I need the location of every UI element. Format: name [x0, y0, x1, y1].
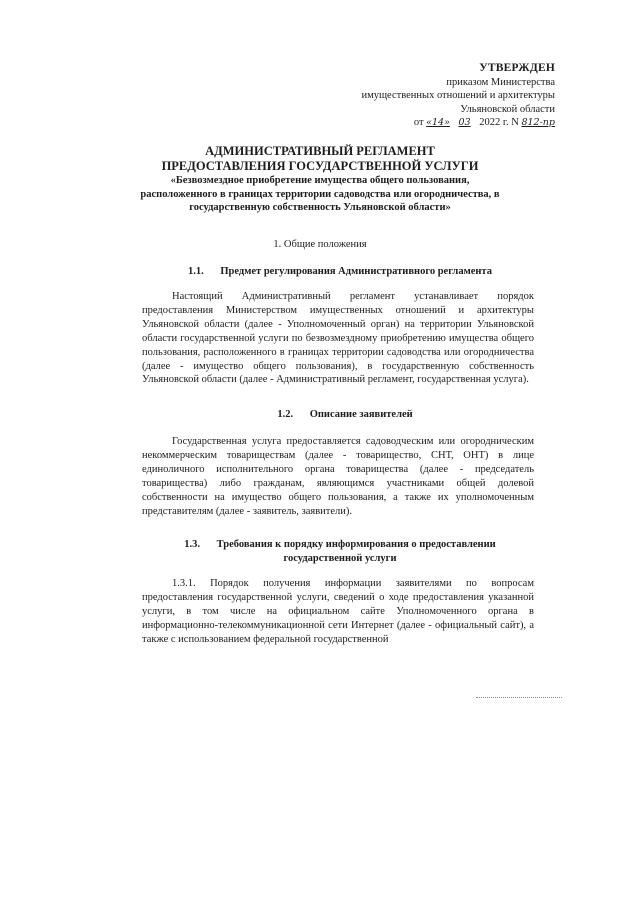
order-number: 812-пр — [521, 117, 555, 128]
number-prefix: N — [511, 117, 519, 128]
subsection-title: Требования к порядку информирования о предоставлении — [216, 539, 496, 550]
paragraph: Государственная услуга предоставляется садоводческим или огородническим некоммерческим товариществам (далее - товарищество, СНТ, ОНТ) в лице единоличного исполнительного органа товарищества (далее - председатель товарищества) либо гражданам, являющимся участниками общей долевой собственности на имущество общего пользования, а также их уполномоченным представителям (далее - заявитель, заявители). — [142, 436, 534, 517]
date-day: «14» — [426, 117, 450, 128]
title-line-1: АДМИНИСТРАТИВНЫЙ РЕГЛАМЕНТ — [205, 144, 435, 158]
date-year: 2022 г. — [479, 117, 509, 128]
paragraph: Настоящий Административный регламент устанавливает порядок предоставления Министерством имущественных отношений и архитектуры Ульяновской области (далее - Уполномоченный орган) на территории Ульяновской области государственной услуги по безвозмездному приобретению имущества общего пользования, расположенного в границах территории садоводства или огородничества (далее - имущество общего пользования), в государственную собственность Ульяновской области (далее - Административный регламент, государственная услуга). — [142, 291, 534, 386]
date-month: 03 — [458, 117, 471, 128]
subsection-title: Описание заявителей — [309, 409, 413, 420]
subsection-heading — [250, 408, 440, 422]
approval-date-line — [295, 116, 555, 130]
section-heading: 1. Общие положения — [273, 239, 367, 250]
approval-line: Ульяновской области — [460, 103, 555, 115]
subsection-title: Предмет регулирования Административного регламента — [220, 266, 492, 277]
document-title — [140, 144, 500, 215]
approval-line: имущественных отношений и архитектуры — [361, 90, 555, 101]
subsection-title-cont: государственной услуги — [283, 552, 397, 564]
footer-divider — [476, 697, 562, 698]
subsection-number: 1.3. — [184, 539, 201, 550]
subsection-heading — [150, 538, 530, 565]
subsection-heading — [150, 265, 530, 279]
date-prefix: от — [413, 117, 424, 128]
paragraph: 1.3.1. Порядок получения информации заявителями по вопросам предоставления государственной услуги, сведений о ходе предоставления указанной услуги, в том числе на официальном сайте Уполномоченного органа в информационно-телекоммуникационной сети Интернет (далее - официальный сайт), а также с использованием федеральной государственной — [142, 578, 534, 645]
title-line-2: ПРЕДОСТАВЛЕНИЯ ГОСУДАРСТВЕННОЙ УСЛУГИ — [161, 159, 479, 173]
subsection-number: 1.1. — [188, 266, 204, 277]
title-subtitle: «Безвозмездное приобретение имущества общего пользования, расположенного в границах территории садоводства или огородничества, в государственную собственность Ульяновской области» — [140, 175, 500, 213]
subsection-number: 1.2. — [277, 409, 294, 420]
approval-line: приказом Министерства — [446, 76, 555, 88]
approval-stamp — [295, 62, 555, 130]
approval-header: УТВЕРЖДЕН — [479, 62, 555, 74]
